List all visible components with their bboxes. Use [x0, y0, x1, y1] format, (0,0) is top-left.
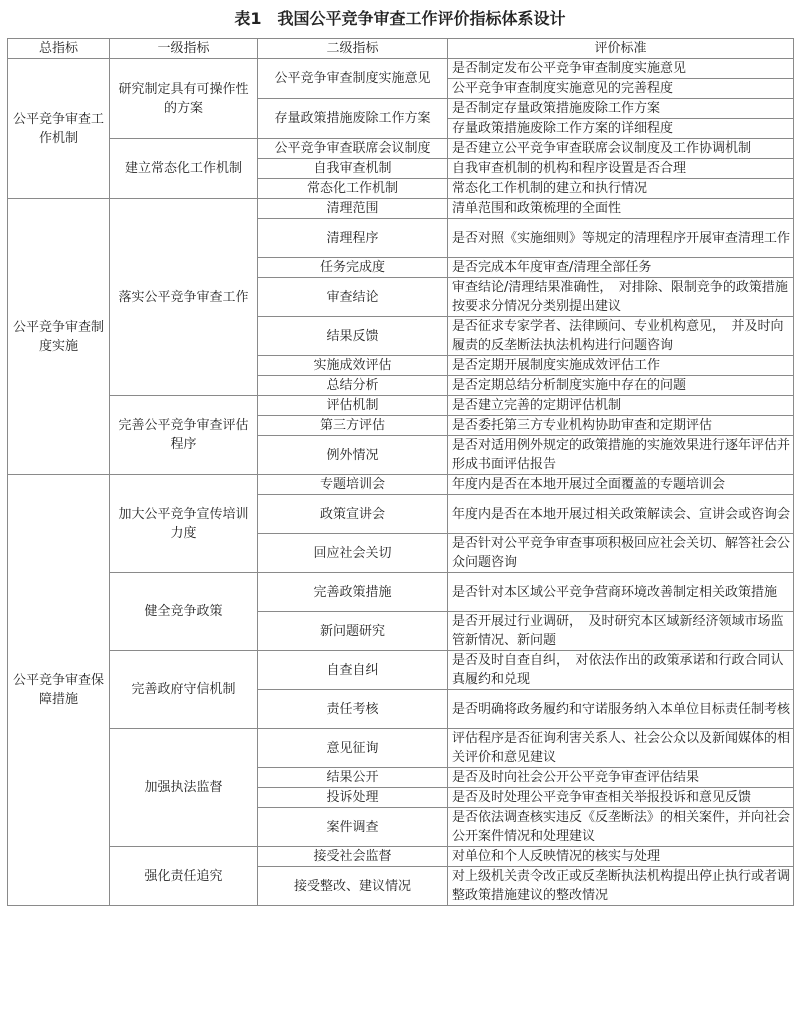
criteria-cell: 是否委托第三方专业机构协助审查和定期评估 — [448, 416, 794, 436]
criteria-cell: 是否征求专家学者、法律顾问、专业机构意见， 并及时向履责的反垄断法执法机构进行问题咨询 — [448, 317, 794, 356]
table-row — [8, 475, 794, 495]
criteria-cell: 是否建立公平竞争审查联席会议制度及工作协调机制 — [448, 139, 794, 159]
level2-indicator-cell: 审查结论 — [258, 278, 448, 317]
table-row — [8, 651, 794, 690]
level2-indicator-cell: 结果公开 — [258, 768, 448, 788]
criteria-cell: 是否针对公平竞争审查事项积极回应社会关切、解答社会公众问题咨询 — [448, 534, 794, 573]
table-row — [8, 139, 794, 159]
level2-indicator-cell: 案件调查 — [258, 808, 448, 847]
level1-indicator-cell: 研究制定具有可操作性的方案 — [110, 59, 258, 139]
criteria-cell: 是否及时自查自纠， 对依法作出的政策承诺和行政合同认真履约和兑现 — [448, 651, 794, 690]
criteria-cell: 评估程序是否征询利害关系人、社会公众以及新闻媒体的相关评价和意见建议 — [448, 729, 794, 768]
header-level1-indicator: 一级指标 — [110, 39, 258, 59]
indicator-table — [7, 38, 794, 906]
criteria-cell: 是否开展过行业调研， 及时研究本区域新经济领域市场监管新情况、新问题 — [448, 612, 794, 651]
criteria-cell: 清单范围和政策梳理的全面性 — [448, 199, 794, 219]
criteria-cell: 是否对适用例外规定的政策措施的实施效果进行逐年评估并形成书面评估报告 — [448, 436, 794, 475]
level2-indicator-cell: 总结分析 — [258, 376, 448, 396]
level2-indicator-cell: 完善政策措施 — [258, 573, 448, 612]
level2-indicator-cell: 专题培训会 — [258, 475, 448, 495]
level1-indicator-cell: 完善政府守信机制 — [110, 651, 258, 729]
criteria-cell: 是否及时处理公平竞争审查相关举报投诉和意见反馈 — [448, 788, 794, 808]
level2-indicator-cell: 公平竞争审查制度实施意见 — [258, 59, 448, 99]
table-row — [8, 573, 794, 612]
level1-indicator-cell: 强化责任追究 — [110, 847, 258, 906]
level2-indicator-cell: 第三方评估 — [258, 416, 448, 436]
level1-indicator-cell: 加大公平竞争宣传培训力度 — [110, 475, 258, 573]
level2-indicator-cell: 清理范围 — [258, 199, 448, 219]
level2-indicator-cell: 公平竞争审查联席会议制度 — [258, 139, 448, 159]
level2-indicator-cell: 投诉处理 — [258, 788, 448, 808]
header-level2-indicator: 二级指标 — [258, 39, 448, 59]
level1-indicator-cell: 完善公平竞争审查评估程序 — [110, 396, 258, 475]
level1-indicator-cell: 健全竞争政策 — [110, 573, 258, 651]
table-title: 表1 我国公平竞争审查工作评价指标体系设计 — [234, 9, 566, 28]
total-indicator-cell: 公平竞争审查工作机制 — [8, 59, 110, 199]
criteria-cell: 是否建立完善的定期评估机制 — [448, 396, 794, 416]
level1-indicator-cell: 建立常态化工作机制 — [110, 139, 258, 199]
total-indicator-cell: 公平竞争审查保障措施 — [8, 475, 110, 906]
level2-indicator-cell: 回应社会关切 — [258, 534, 448, 573]
criteria-cell: 是否依法调查核实违反《反垄断法》的相关案件，并向社会公开案件情况和处理建议 — [448, 808, 794, 847]
table-row — [8, 199, 794, 219]
criteria-cell: 年度内是否在本地开展过相关政策解读会、宣讲会或咨询会 — [448, 495, 794, 534]
level2-indicator-cell: 结果反馈 — [258, 317, 448, 356]
level2-indicator-cell: 任务完成度 — [258, 258, 448, 278]
level2-indicator-cell: 评估机制 — [258, 396, 448, 416]
criteria-cell: 是否针对本区域公平竞争营商环境改善制定相关政策措施 — [448, 573, 794, 612]
criteria-cell: 存量政策措施废除工作方案的详细程度 — [448, 119, 794, 139]
criteria-cell: 对单位和个人反映情况的核实与处理 — [448, 847, 794, 867]
level1-indicator-cell: 落实公平竞争审查工作 — [110, 199, 258, 396]
criteria-cell: 公平竞争审查制度实施意见的完善程度 — [448, 79, 794, 99]
criteria-cell: 是否定期总结分析制度实施中存在的问题 — [448, 376, 794, 396]
criteria-cell: 年度内是否在本地开展过全面覆盖的专题培训会 — [448, 475, 794, 495]
criteria-cell: 是否完成本年度审查/清理全部任务 — [448, 258, 794, 278]
table-row — [8, 729, 794, 768]
header-total-indicator: 总指标 — [8, 39, 110, 59]
level2-indicator-cell: 自我审查机制 — [258, 159, 448, 179]
total-indicator-cell: 公平竞争审查制度实施 — [8, 199, 110, 475]
criteria-cell: 是否及时向社会公开公平竞争审查评估结果 — [448, 768, 794, 788]
level2-indicator-cell: 清理程序 — [258, 219, 448, 258]
criteria-cell: 是否明确将政务履约和守诺服务纳入本单位目标责任制考核 — [448, 690, 794, 729]
criteria-cell: 审查结论/清理结果准确性， 对排除、限制竞争的政策措施按要求分情况分类别提出建议 — [448, 278, 794, 317]
level2-indicator-cell: 接受社会监督 — [258, 847, 448, 867]
level2-indicator-cell: 责任考核 — [258, 690, 448, 729]
level1-indicator-cell: 加强执法监督 — [110, 729, 258, 847]
table-row — [8, 396, 794, 416]
level2-indicator-cell: 意见征询 — [258, 729, 448, 768]
criteria-cell: 对上级机关责令改正或反垄断执法机构提出停止执行或者调整政策措施建议的整改情况 — [448, 867, 794, 906]
criteria-cell: 是否对照《实施细则》等规定的清理程序开展审查清理工作 — [448, 219, 794, 258]
table-row — [8, 59, 794, 79]
level2-indicator-cell: 例外情况 — [258, 436, 448, 475]
criteria-cell: 是否定期开展制度实施成效评估工作 — [448, 356, 794, 376]
indicator-table-body — [8, 59, 794, 906]
level2-indicator-cell: 政策宣讲会 — [258, 495, 448, 534]
criteria-cell: 常态化工作机制的建立和执行情况 — [448, 179, 794, 199]
level2-indicator-cell: 存量政策措施废除工作方案 — [258, 99, 448, 139]
level2-indicator-cell: 常态化工作机制 — [258, 179, 448, 199]
level2-indicator-cell: 新问题研究 — [258, 612, 448, 651]
level2-indicator-cell: 接受整改、建议情况 — [258, 867, 448, 906]
level2-indicator-cell: 实施成效评估 — [258, 356, 448, 376]
header-row — [8, 39, 794, 59]
header-criteria: 评价标准 — [448, 39, 794, 59]
criteria-cell: 自我审查机制的机构和程序设置是否合理 — [448, 159, 794, 179]
criteria-cell: 是否制定发布公平竞争审查制度实施意见 — [448, 59, 794, 79]
table-row — [8, 847, 794, 867]
criteria-cell: 是否制定存量政策措施废除工作方案 — [448, 99, 794, 119]
level2-indicator-cell: 自查自纠 — [258, 651, 448, 690]
